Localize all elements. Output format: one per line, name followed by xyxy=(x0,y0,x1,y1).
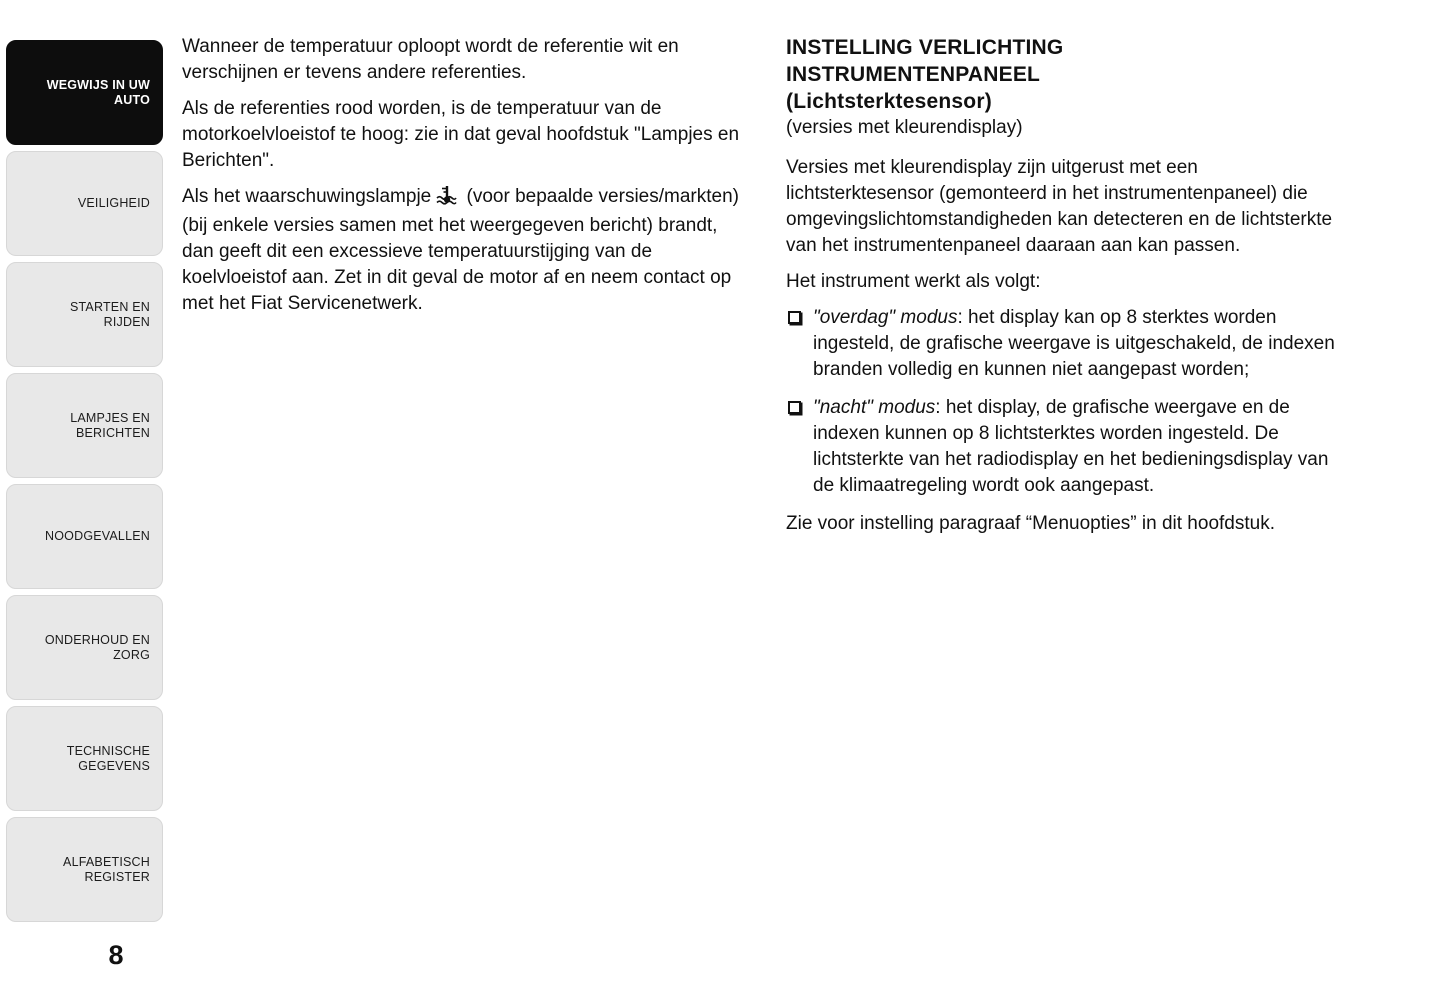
sidebar-item-noodgevallen[interactable] xyxy=(6,484,163,589)
section-subheading: (versies met kleurendisplay) xyxy=(786,117,1023,138)
list-item xyxy=(786,395,1348,499)
list-item-lead: "overdag" modus xyxy=(813,307,958,328)
sidebar-item-onderhoud-en-zorg[interactable] xyxy=(6,595,163,700)
tab-label: TECHNISCHE GEGEVENS xyxy=(66,743,150,773)
paragraph: Wanneer de temperatuur oploopt wordt de referentie wit en verschijnen er tevens andere referenties. xyxy=(182,36,679,83)
sidebar-item-veiligheid[interactable] xyxy=(6,151,163,256)
list-item-lead: "nacht" modus xyxy=(813,397,936,418)
list-item xyxy=(786,305,1348,383)
tab-label: STARTEN EN RIJDEN xyxy=(69,299,150,329)
paragraph-text: (voor bepaalde versies/markten) (bij enkele versies samen met het weergegeven bericht) brandt, dan geeft dit een excessieve temperatuurstijging van de koelvloeistof aan. Zet in dit geval de motor af en neem contact op met het Fiat Servicenetwerk. xyxy=(182,186,739,314)
tab-label: ALFABETISCH REGISTER xyxy=(63,854,150,884)
list-item-rest: : het display, de grafische weergave en de indexen kunnen op 8 lichtsterktes worden ingesteld. De lichtsterkte van het radiodisplay en het bedieningsdisplay van de klimaatregeling wordt ook aangepast. xyxy=(813,397,1329,496)
sidebar-item-wegwijs-in-uw-auto[interactable] xyxy=(6,40,163,145)
sidebar-item-starten-en-rijden[interactable] xyxy=(6,262,163,367)
tab-label: WEGWIJS IN UW AUTO xyxy=(46,77,150,107)
coolant-temperature-warning-icon xyxy=(435,185,457,213)
paragraph xyxy=(182,184,748,317)
page-number: 8 xyxy=(108,940,124,970)
right-text-column xyxy=(786,34,1348,547)
sidebar-item-lampjes-en-berichten[interactable] xyxy=(6,373,163,478)
left-text-column xyxy=(182,34,748,327)
tab-label: LAMPJES EN BERICHTEN xyxy=(70,410,150,440)
heading-line: INSTRUMENTENPANEEL xyxy=(786,63,1041,86)
paragraph: Zie voor instelling paragraaf “Menuopties” in dit hoofdstuk. xyxy=(786,513,1275,534)
paragraph: Versies met kleurendisplay zijn uitgerust met een lichtsterktesensor (gemonteerd in het instrumentenpaneel) die omgevingslichtomstandigheden kan detecteren en de lichtsterkte van het instrumentenpaneel daaraan aan kan passen. xyxy=(786,157,1333,256)
sidebar-item-technische-gegevens[interactable] xyxy=(6,706,163,811)
sidebar-item-alfabetisch-register[interactable] xyxy=(6,817,163,922)
open-square-bullet-icon xyxy=(788,311,801,324)
list-item-rest: : het display kan op 8 sterktes worden ingesteld, de grafische weergave is uitgeschakeld, de indexen branden volledig en kunnen niet aangepast worden; xyxy=(813,307,1335,380)
open-square-bullet-icon xyxy=(788,401,801,414)
paragraph: Als de referenties rood worden, is de temperatuur van de motorkoelvloeistof te hoog: zie in dat geval hoofdstuk "Lampjes en Berichten". xyxy=(182,98,740,171)
section-heading xyxy=(786,34,1348,115)
tab-label: VEILIGHEID xyxy=(77,196,150,210)
chapter-tab-sidebar xyxy=(6,40,163,928)
tab-label: NOODGEVALLEN xyxy=(45,529,150,543)
list-item-text xyxy=(813,305,1348,383)
tab-label: ONDERHOUD EN ZORG xyxy=(44,632,150,662)
paragraph-text: Als het waarschuwingslampje xyxy=(182,186,432,207)
heading-line: INSTELLING VERLICHTING xyxy=(786,36,1064,59)
list-item-text xyxy=(813,395,1348,499)
paragraph: Het instrument werkt als volgt: xyxy=(786,271,1041,292)
heading-line: (Lichtsterktesensor) xyxy=(786,90,992,113)
